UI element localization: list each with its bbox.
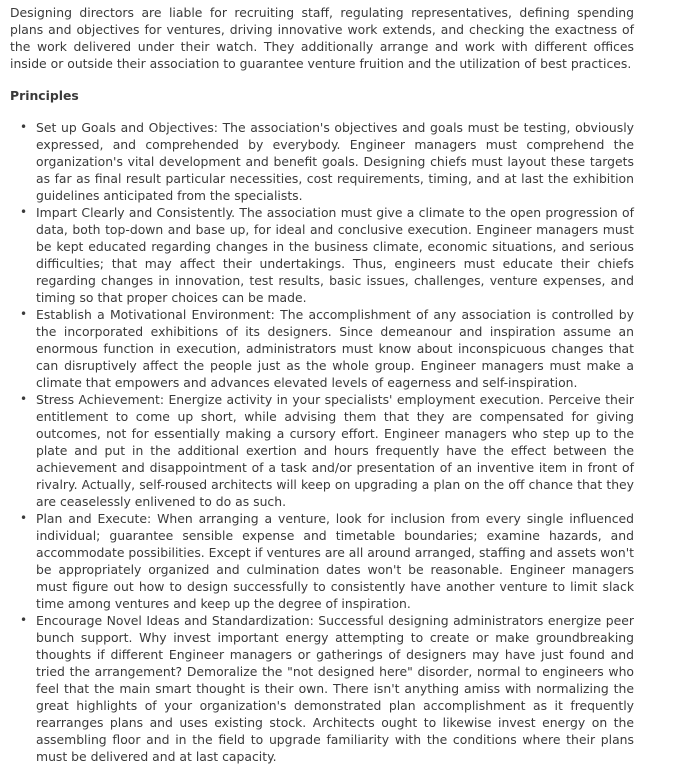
intro-paragraph: Designing directors are liable for recruiting staff, regulating representatives, defining spending plans and objectives for ventures, driving innovative work extends, and checking the exactness of the work delivered under their watch. They additionally arrange and work with different offices inside or outside their association to guarantee venture fruition and the utilization of best practices. bbox=[10, 5, 634, 71]
principle-item bbox=[10, 510, 634, 612]
principles-heading: Principles bbox=[10, 88, 79, 103]
principle-item bbox=[10, 204, 634, 306]
principle-text: Set up Goals and Objectives: The association's objectives and goals must be testing, obviously expressed, and comprehended by everybody. Engineer managers must comprehend the organization's vital development and benefit goals. Designing chiefs must layout these targets as far as final result particular necessities, cost requirements, timing, and at last the exhibition guidelines anticipated from the specialists. bbox=[36, 120, 634, 203]
principle-item bbox=[10, 391, 634, 510]
bullet-icon: • bbox=[20, 205, 28, 219]
principle-text: Establish a Motivational Environment: The accomplishment of any association is controlled by the incorporated exhibitions of its designers. Since demeanour and inspiration assume an enormous function in execution, administrators must know about inconspicuous changes that can disruptively affect the people just as the whole group. Engineer managers must make a climate that empowers and advances elevated levels of eagerness and self-inspiration. bbox=[36, 307, 634, 390]
principle-item bbox=[10, 119, 634, 204]
principle-text: Encourage Novel Ideas and Standardization: Successful designing administrators energize peer bunch support. Why invest important energy attempting to create or make groundbreaking thoughts if different Engineer managers or gatherings of designers may have just found and tried the arrangement? Demoralize the "not designed here" disorder, normal to engineers who feel that the main smart thought is their own. There isn't anything amiss with normalizing the great highlights of your organization's demonstrated plan accomplishment as it frequently rearranges plans and uses existing stock. Architects ought to likewise invest energy on the assembling floor and in the field to upgrade familiarity with the conditions where their plans must be delivered and at last capacity. bbox=[36, 613, 634, 764]
principle-item bbox=[10, 612, 634, 765]
principle-item bbox=[10, 306, 634, 391]
bullet-icon: • bbox=[20, 511, 28, 525]
bullet-icon: • bbox=[20, 392, 28, 406]
principle-text: Impart Clearly and Consistently. The association must give a climate to the open progression of data, both top-down and base up, for ideal and conclusive execution. Engineer managers must be kept educated regarding changes in the business climate, economic situations, and serious difficulties; that may affect their undertakings. Thus, engineers must educate their chiefs regarding changes in innovation, test results, basic issues, challenges, venture expenses, and timing so that proper choices can be made. bbox=[36, 205, 634, 305]
principles-list bbox=[10, 119, 660, 765]
bullet-icon: • bbox=[20, 120, 28, 134]
bullet-icon: • bbox=[20, 613, 28, 627]
principle-text: Plan and Execute: When arranging a venture, look for inclusion from every single influenced individual; guarantee sensible expense and timetable boundaries; examine hazards, and accommodate possibilities. Except if ventures are all around arranged, staffing and assets won't be appropriately organized and culmination dates won't be reasonable. Engineer managers must figure out how to design successfully to consistently have another venture to limit slack time among ventures and keep up the degree of inspiration. bbox=[36, 511, 634, 611]
principle-text: Stress Achievement: Energize activity in your specialists' employment execution. Perceive their entitlement to come up short, while advising them that they are compensated for giving outcomes, not for essentially making a cursory effort. Engineer managers who step up to the plate and put in the additional exertion and hours frequently have the effect between the achievement and disappointment of a task and/or presentation of an inventive item in front of rivalry. Actually, self-roused architects will keep on upgrading a plan on the off chance that they are ceaselessly enlivened to do as such. bbox=[36, 392, 634, 509]
bullet-icon: • bbox=[20, 307, 28, 321]
